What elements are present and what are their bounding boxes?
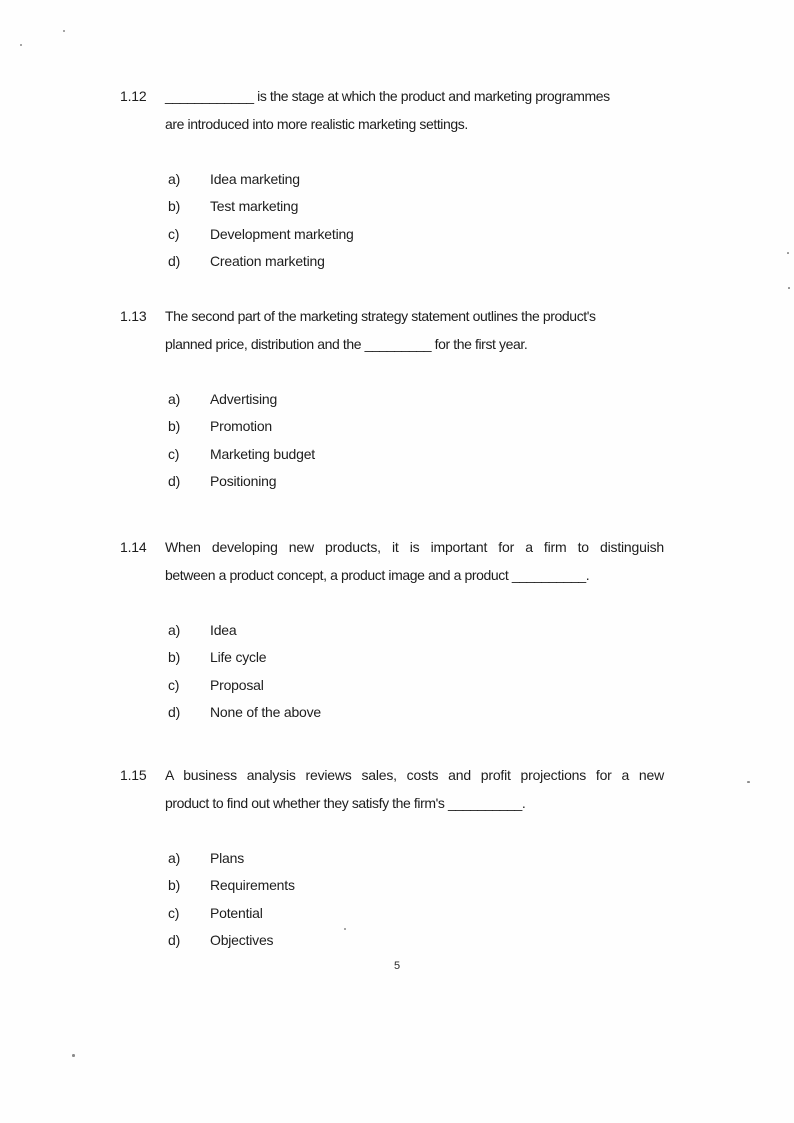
option-letter: d) (168, 704, 181, 721)
scan-speck (20, 44, 22, 46)
option-text: Development marketing (210, 225, 354, 242)
option-text: Creation marketing (210, 253, 325, 270)
option-text: Requirements (210, 877, 295, 894)
question-text-line: are introduced into more realistic marketing settings. (165, 115, 468, 132)
option-text: Potential (210, 904, 263, 921)
question-1-15 (120, 762, 665, 955)
option-letter: a) (168, 391, 181, 407)
question-text-line: planned price, distribution and the _________ for the first year. (165, 335, 528, 352)
question-text-line: The second part of the marketing strategy statement outlines the product's (165, 308, 596, 324)
option-c (165, 900, 664, 927)
option-letter: b) (168, 649, 181, 666)
question-1-14 (120, 534, 665, 727)
scan-speck (747, 781, 750, 783)
scan-speck (72, 1054, 75, 1057)
question-number: 1.15 (120, 767, 147, 783)
options-list (165, 845, 664, 955)
question-text-line: product to find out whether they satisfy the firm's __________. (165, 794, 526, 811)
option-letter: d) (168, 932, 181, 949)
option-letter: c) (168, 904, 180, 921)
option-text: Life cycle (210, 649, 267, 666)
option-text: Idea (210, 622, 237, 638)
options-list (165, 386, 664, 496)
options-list (165, 617, 664, 727)
question-body (165, 762, 664, 955)
option-text: Advertising (210, 391, 278, 407)
option-letter: a) (168, 171, 181, 187)
option-b (165, 193, 664, 220)
question-text-line: ____________ is the stage at which the product and marketing programmes (165, 88, 610, 104)
option-letter: d) (168, 253, 181, 270)
option-text: None of the above (210, 704, 322, 721)
option-d (165, 248, 664, 275)
question-number: 1.14 (120, 539, 147, 555)
option-text: Proposal (210, 676, 264, 693)
option-a (165, 166, 664, 193)
option-c (165, 672, 664, 699)
option-b (165, 644, 664, 671)
scan-speck (788, 287, 790, 289)
question-text-line: When developing new products, it is important for a firm to distinguish (165, 539, 664, 555)
option-letter: c) (168, 445, 180, 462)
option-text: Test marketing (210, 198, 299, 215)
option-text: Idea marketing (210, 171, 300, 187)
option-letter: a) (168, 850, 181, 866)
question-body (165, 303, 664, 496)
option-a (165, 845, 664, 872)
option-d (165, 927, 664, 954)
option-letter: c) (168, 225, 180, 242)
option-b (165, 872, 664, 899)
option-c (165, 441, 664, 468)
option-letter: c) (168, 676, 180, 693)
scan-speck (63, 30, 65, 32)
question-number: 1.13 (120, 308, 147, 324)
option-letter: b) (168, 418, 181, 435)
page-number: 5 (393, 960, 401, 972)
option-a (165, 386, 664, 413)
option-text: Objectives (210, 932, 274, 949)
option-letter: d) (168, 473, 181, 490)
question-1-12 (120, 83, 665, 276)
option-text: Plans (210, 850, 245, 866)
option-d (165, 699, 664, 726)
scan-speck (787, 252, 789, 254)
option-letter: b) (168, 198, 181, 215)
option-a (165, 617, 664, 644)
option-letter: b) (168, 877, 181, 894)
option-d (165, 468, 664, 495)
options-list (165, 166, 664, 276)
option-c (165, 221, 664, 248)
question-number: 1.12 (120, 88, 147, 104)
option-letter: a) (168, 622, 181, 638)
option-text: Positioning (210, 473, 277, 490)
question-body (165, 534, 664, 727)
question-text-line: A business analysis reviews sales, costs and profit projections for a new (165, 767, 664, 783)
option-text: Promotion (210, 418, 273, 435)
option-b (165, 413, 664, 440)
question-1-13 (120, 303, 665, 496)
question-text-line: between a product concept, a product image and a product __________. (165, 566, 590, 583)
question-body (165, 83, 664, 276)
option-text: Marketing budget (210, 445, 315, 462)
